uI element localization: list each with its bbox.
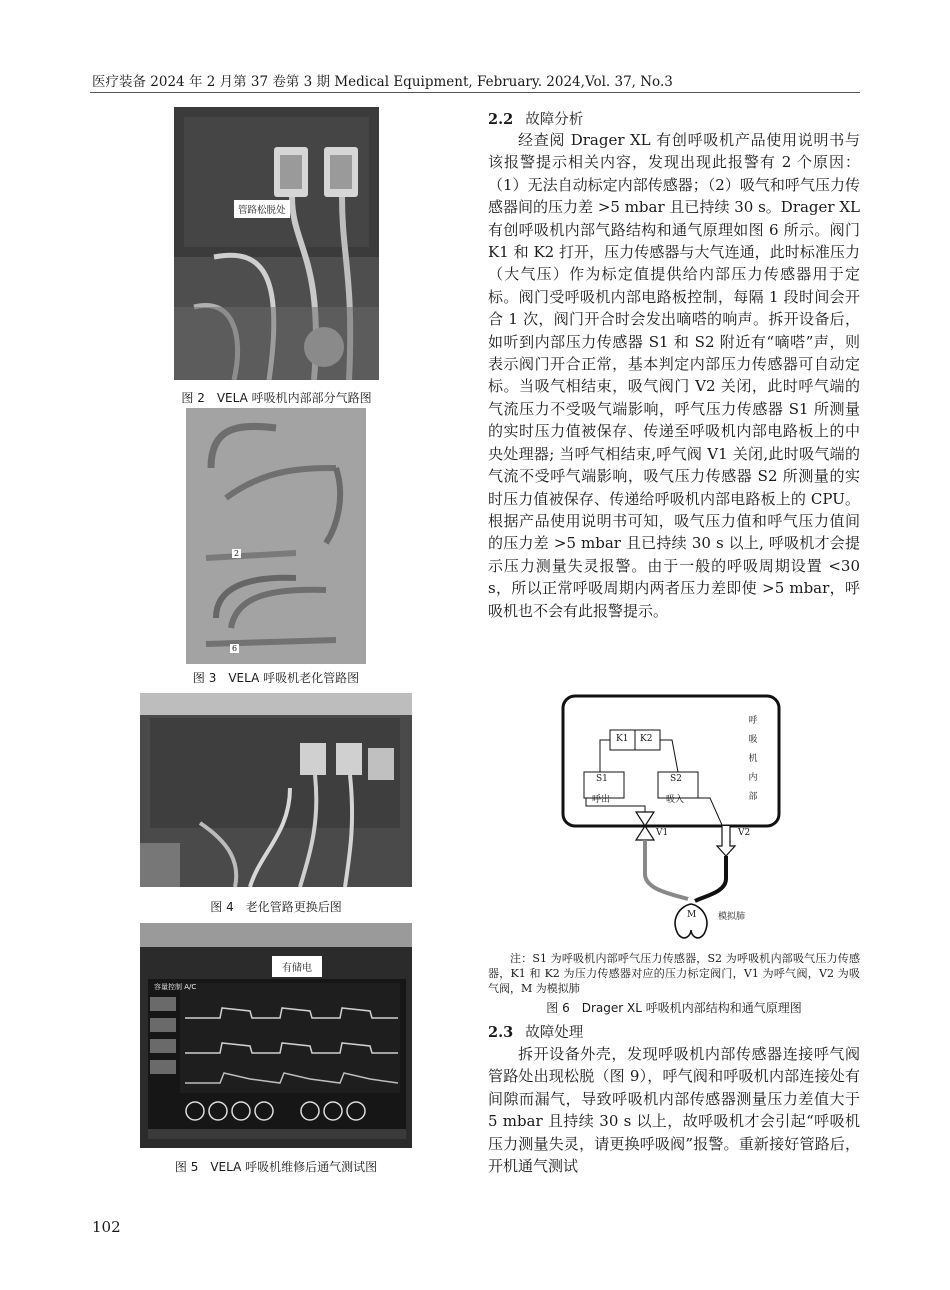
section-2-2-body: 经查阅 Drager XL 有创呼吸机产品使用说明书与该报警提示相关内容，发现出现此报警有 2 个原因：（1）无法自动标定内部传感器；（2）吸气和呼气压力传感器间的压力差 >5 mbar 且已持续 30 s。Drager XL 有创呼吸机内部气路结构和通气原理如图 6 所示。阀门 K1 和 K2 打开，压力传感器与大气连通，此时标准压力（大气压）作为标定值提供给内部压力传感器用于定标。阀门受呼吸机内部电路板控制，每隔 1 段时间会开合 1 次，阀门开合时会发出嘀嗒的响声。拆开设备后，如听到内部压力传感器 S1 和 S2 附近有“嘀嗒”声，则表示阀门开合正常，基本判定内部压力传感器可自动定标。当吸气相结束，吸气阀门 V2 关闭，此时呼气端的气流压力不受吸气端影响，呼气压力传感器 S1 所测量的实时压力值被保存、传递至呼吸机内部电路板上的中央处理器; 当呼气相结束,呼气阀 V1 关闭,此时吸气端的气流不受呼气端影响，吸气压力传感器 S2 所测量的实时压力值被保存、传递给呼吸机内部电路板上的 CPU。根据产品使用说明书可知，吸气压力值和呼气压力值间的压力差 >5 mbar 且已持续 30 s 以上, 呼吸机才会提示压力测量失灵报警。由于一般的呼吸周期设置 <30 s，所以正常呼吸周期内两者压力差即使 >5 mbar，呼吸机也不会有此报警提示。 — [488, 131, 860, 620]
figure-3-tag-a: 2 — [234, 549, 240, 558]
figure-4-image — [140, 693, 412, 887]
figure-4-photo — [140, 693, 412, 887]
figure-2-image — [174, 107, 379, 380]
figure-4-caption: 图 4 老化管路更换后图 — [210, 900, 342, 914]
figure-6-v1: V1 — [656, 828, 669, 838]
figure-5-photo — [140, 923, 412, 1148]
figure-6-diagram — [560, 694, 784, 948]
figure-3-tag-b: 6 — [232, 644, 238, 653]
header-rule — [90, 92, 860, 93]
figure-6-m: M — [687, 910, 697, 920]
figure-6-v2: V2 — [738, 828, 751, 838]
section-2-3-title: 故障处理 — [525, 1025, 584, 1041]
section-2-2-title: 故障分析 — [525, 112, 584, 128]
figure-5-caption: 图 5 VELA 呼吸机维修后通气测试图 — [174, 1160, 378, 1174]
section-2-3-body: 拆开设备外壳，发现呼吸机内部传感器连接呼气阀管路处出现松脱（图 9），呼气阀和呼吸机内部连接处有间隙而漏气，导致呼吸机内部传感器测量压力差值大于 5 mbar 且持续 30 s 以上，故呼吸机才会引起“呼吸机压力测量失灵，请更换呼吸阀”报警。重新接好管路后，开机通气测试 — [488, 1045, 860, 1176]
section-2-2-heading — [488, 108, 583, 129]
figure-6-s2-sub: 吸入 — [666, 795, 685, 805]
figure-3-caption: 图 3 VELA 呼吸机老化管路图 — [192, 671, 360, 685]
figure-6-vertical-label: 呼 吸 机 内 部 — [748, 716, 758, 802]
figure-2-photo — [174, 107, 379, 380]
figure-5-screen-title: 容量控制 A/C — [154, 983, 197, 991]
section-2-2-number: 2.2 — [488, 111, 514, 128]
figure-6-k2: K2 — [640, 734, 653, 744]
page-number: 102 — [92, 1218, 121, 1236]
section-2-3-number: 2.3 — [488, 1024, 514, 1041]
figure-6-k1: K1 — [616, 734, 629, 744]
figure-6-m-label: 模拟肺 — [718, 912, 746, 922]
figure-6-s1-sub: 呼出 — [592, 795, 611, 805]
figure-2-caption: 图 2 VELA 呼吸机内部部分气路图 — [181, 391, 372, 405]
figure-6-s1: S1 — [596, 774, 608, 784]
figure-6-caption: 图 6 Drager XL 呼吸机内部结构和通气原理图 — [546, 1001, 802, 1015]
figure-6-s2: S2 — [670, 774, 682, 784]
running-header: 医疗装备 2024 年 2 月第 37 卷第 3 期 Medical Equipment, February. 2024,Vol. 37, No.3 — [92, 74, 673, 90]
figure-6-note: 注：S1 为呼吸机内部呼气压力传感器，S2 为呼吸机内部吸气压力传感器，K1 和 K2 为压力传感器对应的压力标定阀门，V1 为呼气阀，V2 为吸气阀，M 为模拟肺 — [488, 952, 860, 995]
section-2-3-heading — [488, 1021, 583, 1042]
figure-3-image — [186, 408, 366, 664]
figure-2-label: 管路松脱处 — [234, 200, 290, 218]
figure-5-label: 有储电 — [272, 956, 322, 977]
figure-3-photo — [186, 408, 366, 664]
